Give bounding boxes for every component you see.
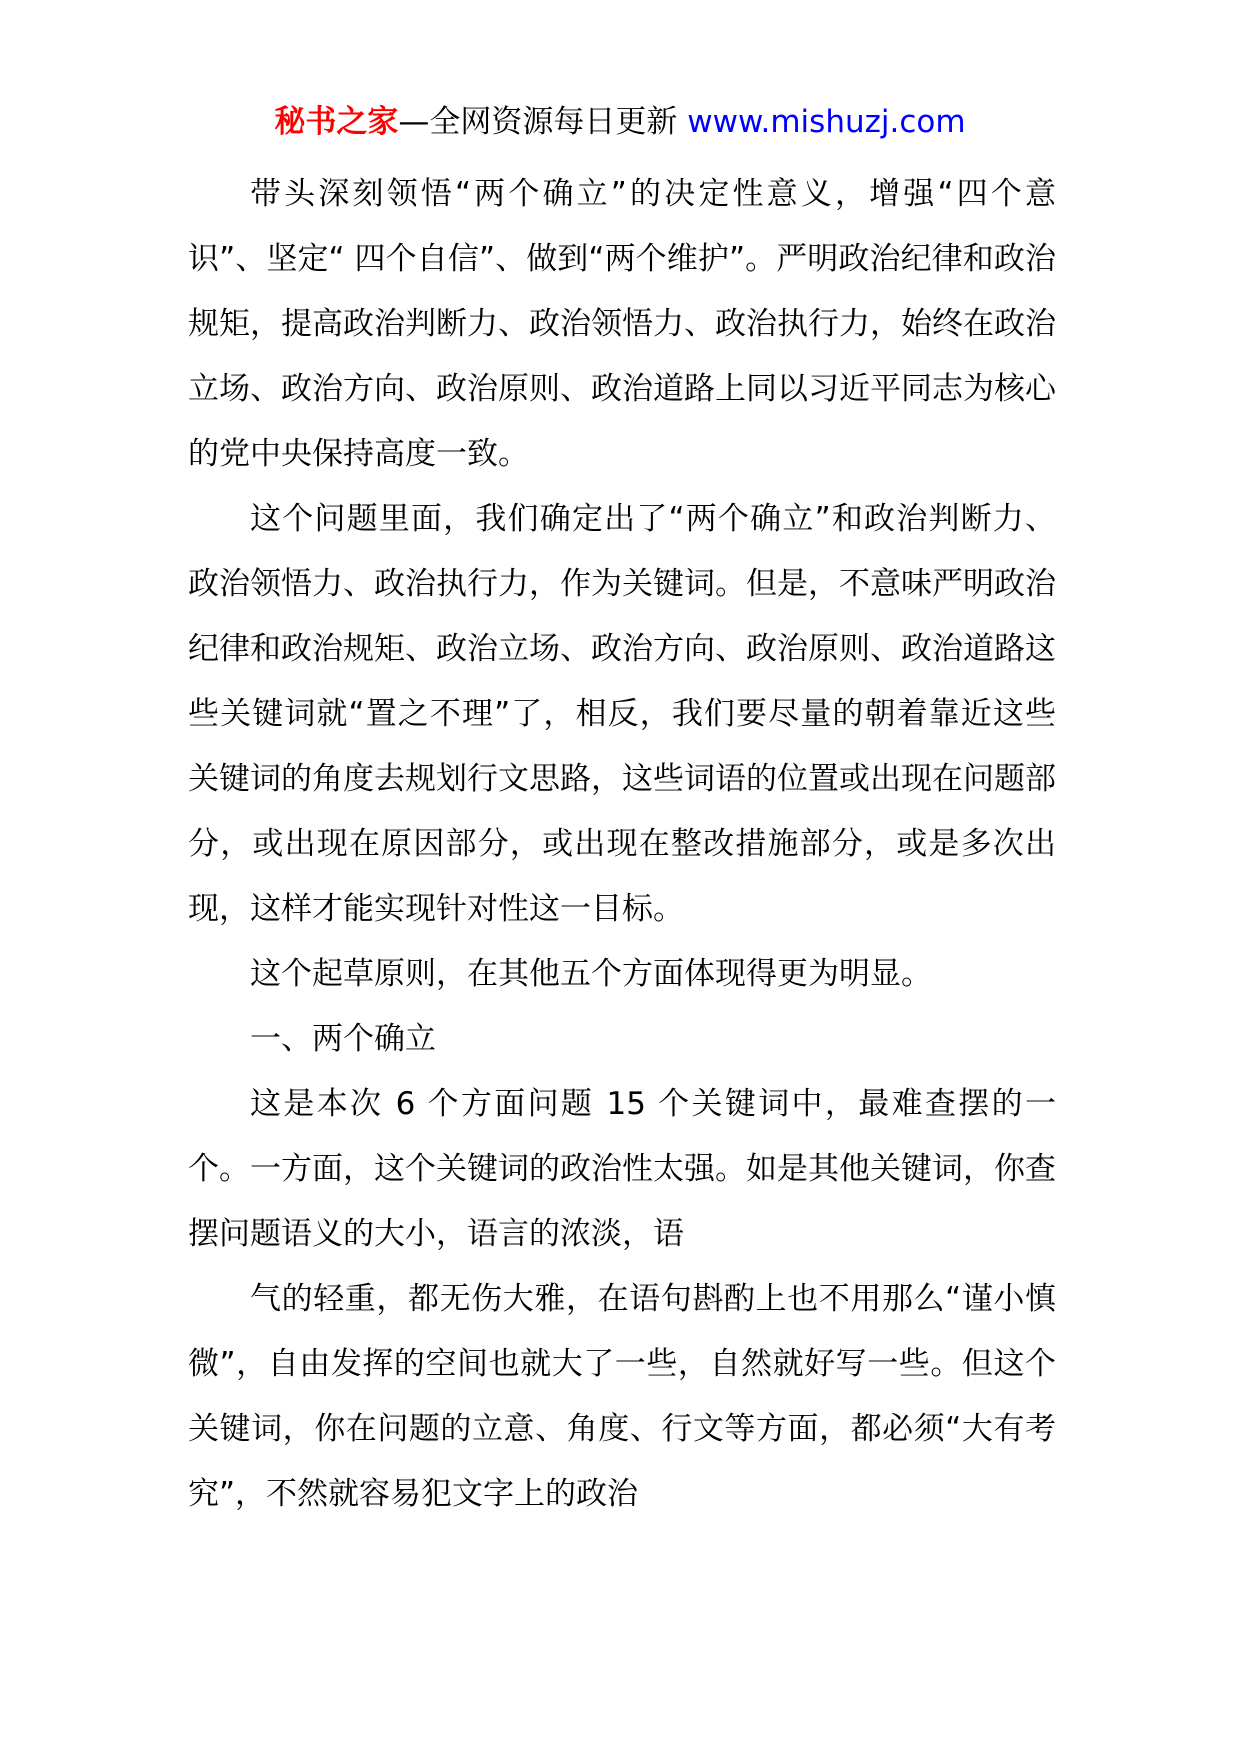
paragraph: 这个起草原则，在其他五个方面体现得更为明显。 bbox=[250, 956, 932, 992]
paragraph: 带头深刻领悟“两个确立”的决定性意义，增强“四个意识”、坚定“ 四个自信”、做到“两个维护”。严明政治纪律和政治规矩，提高政治判断力、政治领悟力、政治执行力，始终在政治立场、政治方向、政治原则、政治道路上同以习近平同志为核心的党中央保持高度一致。 bbox=[188, 176, 1056, 472]
section-heading: 一、两个确立 bbox=[250, 1021, 436, 1057]
header-tagline: —全网资源每日更新 bbox=[398, 104, 688, 140]
document-body bbox=[188, 162, 1056, 1527]
paragraph: 这是本次 6 个方面问题 15 个关键词中，最难查摆的一个。一方面，这个关键词的政治性太强。如是其他关键词，你查摆问题语义的大小，语言的浓淡，语 bbox=[188, 1086, 1056, 1252]
paragraph: 这个问题里面，我们确定出了“两个确立”和政治判断力、政治领悟力、政治执行力，作为关键词。但是，不意味严明政治纪律和政治规矩、政治立场、政治方向、政治原则、政治道路这些关键词就“置之不理”了，相反，我们要尽量的朝着靠近这些关键词的角度去规划行文思路，这些词语的位置或出现在问题部分，或出现在原因部分，或出现在整改措施部分，或是多次出现，这样才能实现针对性这一目标。 bbox=[188, 501, 1056, 927]
header-brand: 秘书之家 bbox=[274, 104, 399, 140]
page-header bbox=[0, 100, 1240, 144]
header-url-link[interactable]: www.mishuzj.com bbox=[687, 104, 966, 140]
paragraph: 气的轻重，都无伤大雅，在语句斟酌上也不用那么“谨小慎微”，自由发挥的空间也就大了一些，自然就好写一些。但这个关键词，你在问题的立意、角度、行文等方面，都必须“大有考究”，不然就容易犯文字上的政治 bbox=[188, 1281, 1056, 1512]
